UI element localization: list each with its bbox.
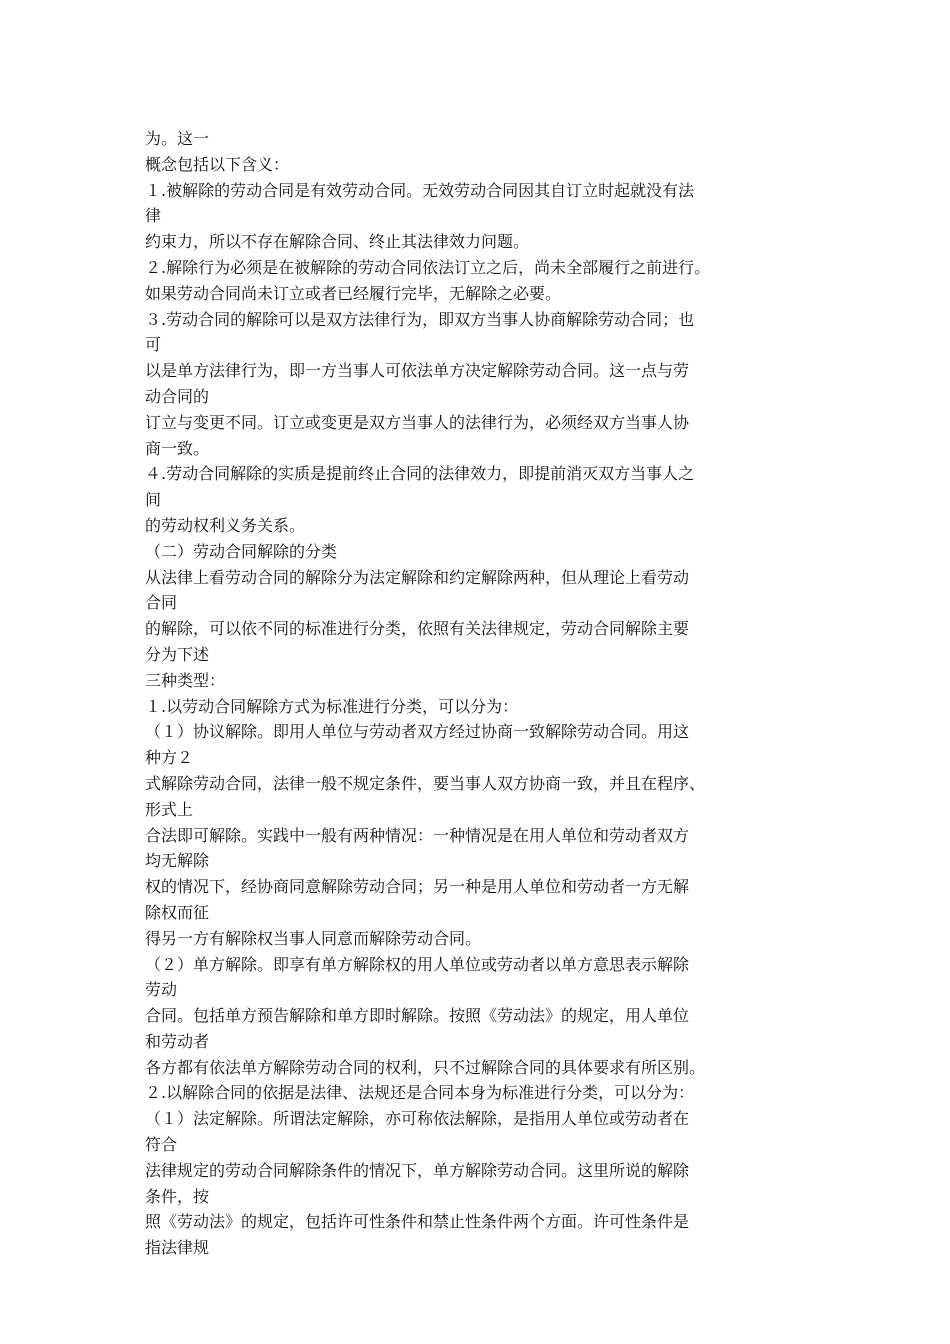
text-line: １.被解除的劳动合同是有效劳动合同。无效劳动合同因其自订立时起就没有法 [145,180,695,200]
text-line: ３.劳动合同的解除可以是双方法律行为，即双方当事人协商解除劳动合同；也 [145,309,695,329]
text-line: 如果劳动合同尚未订立或者已经履行完毕，无解除之必要。 [145,283,562,303]
text-line: ２.以解除合同的依据是法律、法规还是合同本身为标准进行分类，可以分为： [145,1083,695,1103]
text-line: 间 [145,490,162,510]
text-line: 约束力，所以不存在解除合同、终止其法律效力问题。 [145,232,530,252]
text-line: 照《劳动法》的规定，包括许可性条件和禁止性条件两个方面。许可性条件是 [145,1212,690,1232]
text-line: 的解除，可以依不同的标准进行分类，依照有关法律规定，劳动合同解除主要 [145,619,690,639]
text-line: 动合同的 [145,386,210,406]
text-line: 法律规定的劳动合同解除条件的情况下，单方解除劳动合同。这里所说的解除 [145,1160,690,1180]
text-line: 式解除劳动合同，法律一般不规定条件，要当事人双方协商一致，并且在程序、 [145,773,706,793]
text-line: 条件，按 [145,1186,210,1206]
document-page [145,126,825,1261]
text-line: 可 [145,335,162,355]
text-line: 合法即可解除。实践中一般有两种情况：一种情况是在用人单位和劳动者双方 [145,825,690,845]
text-line: （２）单方解除。即享有单方解除权的用人单位或劳动者以单方意思表示解除 [145,954,690,974]
text-line: 分为下述 [145,644,210,664]
text-line: １.以劳动合同解除方式为标准进行分类，可以分为： [145,696,519,716]
text-line: 概念包括以下含义： [145,154,290,174]
text-line: 除权而征 [145,902,210,922]
text-line: 订立与变更不同。订立或变更是双方当事人的法律行为，必须经双方当事人协 [145,412,690,432]
text-line: 商一致。 [145,438,210,458]
text-line: 各方都有依法单方解除劳动合同的权利，只不过解除合同的具体要求有所区别。 [145,1057,706,1077]
text-line: ２.解除行为必须是在被解除的劳动合同依法订立之后，尚未全部履行之前进行。 [145,257,711,277]
text-line: 以是单方法律行为，即一方当事人可依法单方决定解除劳动合同。这一点与劳 [145,361,690,381]
text-line: （１）协议解除。即用人单位与劳动者双方经过协商一致解除劳动合同。用这 [145,722,690,742]
text-line: 和劳动者 [145,1031,210,1051]
text-line: 种方２ [145,748,194,768]
text-line: 从法律上看劳动合同的解除分为法定解除和约定解除两种，但从理论上看劳动 [145,567,690,587]
text-line: 均无解除 [145,851,210,871]
text-line: 的劳动权利义务关系。 [145,515,306,535]
text-line: 指法律规 [145,1238,210,1258]
text-line: （１）法定解除。所谓法定解除，亦可称依法解除，是指用人单位或劳动者在 [145,1109,690,1129]
text-line: 合同 [145,593,178,613]
text-line: 得另一方有解除权当事人同意而解除劳动合同。 [145,928,482,948]
text-line: 律 [145,206,162,226]
text-line: 形式上 [145,799,194,819]
section-heading: （二）劳动合同解除的分类 [145,541,338,561]
text-line: 合同。包括单方预告解除和单方即时解除。按照《劳动法》的规定，用人单位 [145,1006,690,1026]
text-line: 符合 [145,1135,178,1155]
text-line: 三种类型： [145,670,226,690]
text-line: 劳动 [145,980,178,1000]
text-line: ４.劳动合同解除的实质是提前终止合同的法律效力，即提前消灭双方当事人之 [145,464,695,484]
text-line: 为。这一 [145,129,210,148]
text-line: 权的情况下，经协商同意解除劳动合同；另一种是用人单位和劳动者一方无解 [145,877,690,897]
